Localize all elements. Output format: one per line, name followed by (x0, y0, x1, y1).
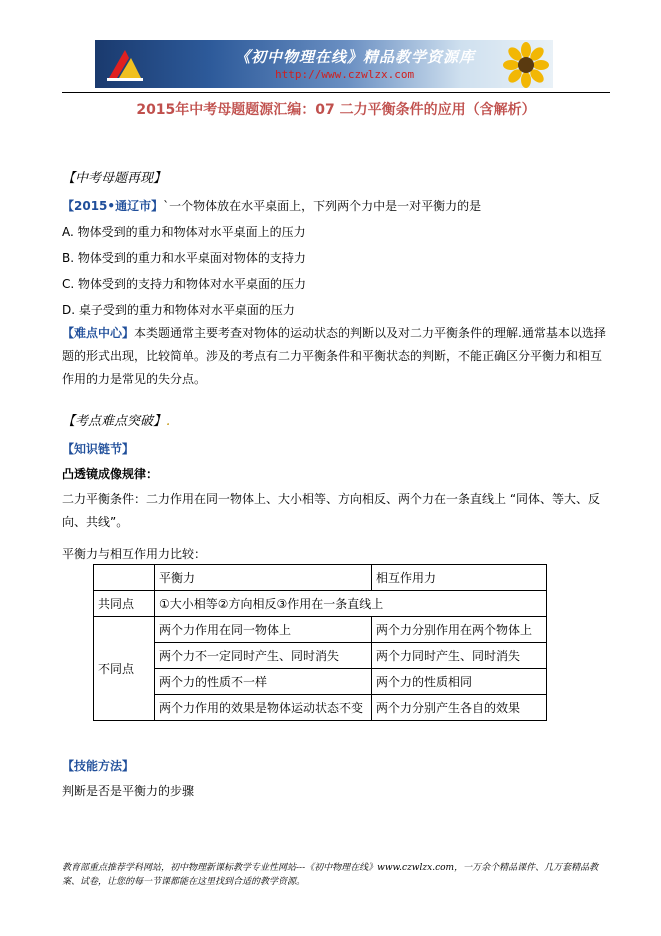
diff-label: 不同点 (94, 617, 155, 721)
option-b: B. 物体受到的重力和水平桌面对物体的支持力 (62, 251, 306, 265)
table-cell: 两个力的性质相同 (372, 669, 547, 695)
option-a: A. 物体受到的重力和物体对水平桌面上的压力 (62, 225, 306, 239)
section-heading-exam: 【中考母题再现】 (62, 171, 167, 186)
table-cell: 两个力同时产生、同时消失 (372, 643, 547, 669)
table-cell: 两个力的性质不一样 (155, 669, 372, 695)
question-tag: 【2015•通辽市】 (62, 199, 164, 213)
header-rule (62, 92, 610, 93)
table-cell: 两个力分别产生各自的效果 (372, 695, 547, 721)
banner-url[interactable]: http://www.czwlzx.com (275, 68, 415, 81)
common-label: 共同点 (94, 591, 155, 617)
difficulty-tag: 【难点中心】 (62, 326, 135, 340)
dot-mark: . (166, 414, 171, 429)
comparison-table (93, 564, 547, 721)
table-header-cell: 平衡力 (155, 565, 372, 591)
sunflower-icon (503, 42, 549, 88)
difficulty-paragraph (62, 322, 610, 391)
table-cell: 两个力分别作用在两个物体上 (372, 617, 547, 643)
table-header-cell: 相互作用力 (372, 565, 547, 591)
option-d: D. 桌子受到的重力和物体对水平桌面的压力 (62, 303, 295, 317)
logo-icon (105, 44, 145, 84)
document-title: 2015年中考母题题源汇编：07 二力平衡条件的应用（含解析） (136, 102, 536, 118)
skill-text: 判断是否是平衡力的步骤 (62, 784, 195, 798)
table-row (94, 591, 547, 617)
section-heading-breakthrough: 【考点难点突破】. (62, 414, 171, 429)
table-cell: 两个力作用的效果是物体运动状态不变 (155, 695, 372, 721)
table-row (94, 643, 547, 669)
table-header-row (94, 565, 547, 591)
header-banner (95, 40, 553, 88)
table-header-cell (94, 565, 155, 591)
banner-title: 《初中物理在线》精品教学资源库 (235, 48, 476, 66)
question-text: `一个物体放在水平桌面上，下列两个力中是一对平衡力的是 (163, 199, 482, 213)
skill-tag: 【技能方法】 (62, 759, 135, 773)
knowledge-tag: 【知识链节】 (62, 442, 135, 456)
difficulty-text: 本类题通常主要考查对物体的运动状态的判断以及对二力平衡条件的理解.通常基本以选择题的形式出现，比较简单。涉及的考点有二力平衡条件和平衡状态的判断，不能正确区分平衡力和相互作用的力是常见的失分点。 (62, 326, 606, 386)
table-row (94, 617, 547, 643)
knowledge-subheading: 凸透镜成像规律： (62, 467, 159, 481)
footer-note: 教育部重点推荐学科网站，初中物理新课标教学专业性网站---《初中物理在线》www.czwlzx.com，一万余个精品课件、几万套精品教案、试卷，让您的每一节课都能在这里找到合适的教学资源。 (62, 863, 599, 887)
table-cell: 两个力不一定同时产生、同时消失 (155, 643, 372, 669)
option-c: C. 物体受到的支持力和物体对水平桌面的压力 (62, 277, 307, 291)
table-row (94, 669, 547, 695)
table-cell: 两个力作用在同一物体上 (155, 617, 372, 643)
balance-condition: 二力平衡条件：二力作用在同一物体上、大小相等、方向相反、两个力在一条直线上 “同体、等大、反向、共线”。 (62, 492, 601, 529)
common-text: ①大小相等②方向相反③作用在一条直线上 (155, 591, 547, 617)
table-row (94, 695, 547, 721)
compare-intro: 平衡力与相互作用力比较： (62, 547, 207, 561)
question-stem (62, 198, 481, 214)
